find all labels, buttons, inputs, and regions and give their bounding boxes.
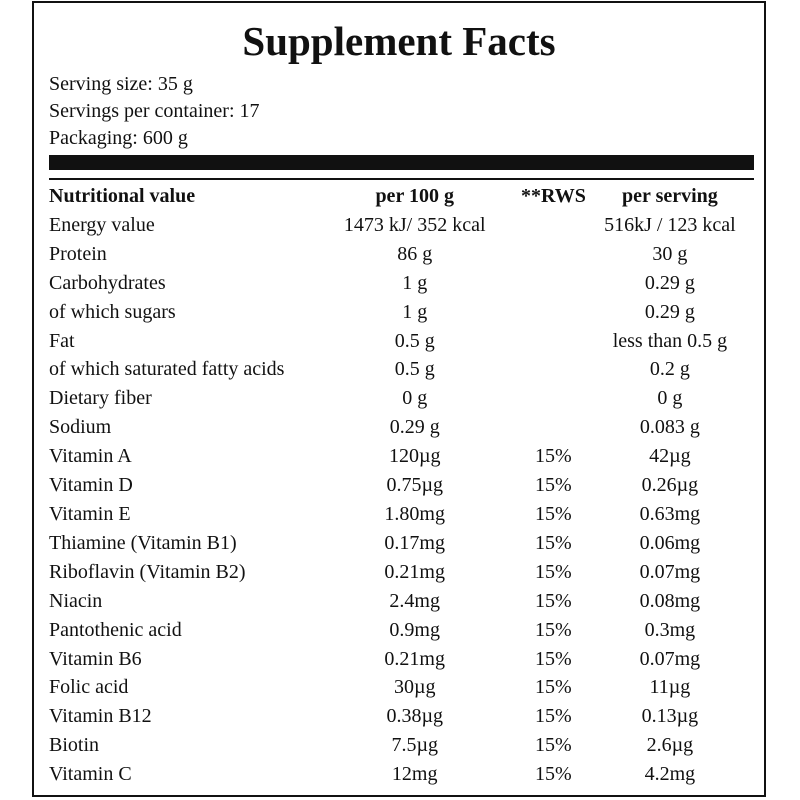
nutrient-name: Niacin (49, 589, 103, 612)
nutrient-name: Folic acid (49, 676, 129, 699)
value-per-serving: 0.3mg (644, 618, 696, 641)
table-row (49, 587, 754, 616)
value-per-100g: 1 g (402, 300, 428, 323)
table-row (49, 558, 754, 587)
nutrient-name: Carbohydrates (49, 271, 166, 294)
value-per-serving: 2.6µg (646, 734, 694, 757)
value-rws (521, 413, 586, 442)
value-per-serving: 4.2mg (644, 763, 696, 786)
value-per-100g: 0.5 g (394, 358, 435, 381)
value-per-serving: 0.29 g (644, 271, 695, 294)
supplement-facts-panel (32, 1, 766, 797)
table-row (49, 442, 754, 471)
value-rws (521, 355, 586, 384)
table-row (49, 702, 754, 731)
table-row (49, 413, 754, 442)
table-row (49, 616, 754, 645)
packaging: Packaging: 600 g (49, 127, 188, 149)
nutrient-name: Dietary fiber (49, 387, 152, 410)
nutrient-name: Vitamin B6 (49, 647, 142, 670)
value-rws (521, 240, 586, 269)
table-row (49, 500, 754, 529)
value-per-serving: 0.2 g (649, 358, 690, 381)
value-rws: 15% (535, 474, 572, 497)
nutrient-name: Vitamin B12 (49, 705, 152, 728)
serving-size: Serving size: 35 g (49, 73, 193, 95)
value-per-serving: 0.63mg (639, 502, 701, 525)
nutrient-name: Energy value (49, 213, 155, 236)
value-per-serving: 0.13µg (641, 705, 699, 728)
value-per-100g: 1 g (402, 271, 428, 294)
panel-title: Supplement Facts (242, 18, 556, 64)
table-row (49, 384, 754, 413)
header-per-serving: per serving (622, 185, 718, 207)
table-row (49, 240, 754, 269)
nutrient-name: Thiamine (Vitamin B1) (49, 531, 237, 554)
value-per-serving: 0.07mg (639, 647, 701, 670)
table-row (49, 471, 754, 500)
value-rws (521, 384, 586, 413)
value-per-serving: less than 0.5 g (612, 329, 728, 352)
value-per-100g: 1473 kJ/ 352 kcal (343, 213, 486, 236)
nutrient-name: of which sugars (49, 300, 176, 323)
nutrient-name: Sodium (49, 416, 112, 439)
table-row (49, 355, 754, 384)
table-header-row (49, 182, 754, 211)
value-per-100g: 0.9mg (389, 618, 440, 641)
nutrient-name: Riboflavin (Vitamin B2) (49, 560, 246, 583)
table-row (49, 645, 754, 674)
value-rws: 15% (535, 502, 572, 525)
value-per-100g: 0.5 g (394, 329, 435, 352)
value-rws: 15% (535, 589, 572, 612)
value-per-serving: 0.07mg (639, 560, 701, 583)
value-per-100g: 7.5µg (391, 734, 438, 757)
table-row (49, 529, 754, 558)
table-row (49, 298, 754, 327)
table-row (49, 760, 754, 789)
value-rws: 15% (535, 734, 572, 757)
value-per-100g: 30µg (393, 676, 436, 699)
table-row (49, 211, 754, 240)
value-per-serving: 42µg (649, 445, 691, 468)
thin-divider (49, 178, 754, 180)
header-per-100g: per 100 g (375, 185, 454, 207)
nutrient-name: Pantothenic acid (49, 618, 182, 641)
nutrient-name: Vitamin C (49, 763, 132, 786)
value-rws (521, 211, 586, 240)
table-row (49, 269, 754, 298)
value-per-100g: 0.21mg (384, 647, 445, 670)
value-per-serving: 0.26µg (641, 474, 699, 497)
value-per-100g: 86 g (397, 242, 433, 265)
header-rws: **RWS (520, 185, 586, 207)
value-rws (521, 327, 586, 356)
value-per-100g: 2.4mg (389, 589, 440, 612)
value-rws: 15% (535, 676, 572, 699)
value-per-100g: 0.21mg (384, 560, 445, 583)
value-rws: 15% (535, 763, 572, 786)
value-per-100g: 12mg (391, 763, 438, 786)
value-per-100g: 0 g (402, 387, 428, 410)
value-per-100g: 0.29 g (389, 416, 440, 439)
value-rws: 15% (535, 705, 572, 728)
value-per-serving: 0 g (657, 387, 683, 410)
table-body (49, 211, 754, 789)
table-row (49, 731, 754, 760)
value-rws: 15% (535, 647, 572, 670)
nutrient-name: Protein (49, 242, 107, 265)
table-row (49, 673, 754, 702)
table-row (49, 327, 754, 356)
value-per-100g: 0.75µg (386, 474, 443, 497)
value-per-serving: 30 g (652, 242, 688, 265)
nutrient-name: of which saturated fatty acids (49, 358, 285, 381)
value-per-100g: 0.38µg (386, 705, 443, 728)
value-per-serving: 0.08mg (639, 589, 701, 612)
value-rws: 15% (535, 618, 572, 641)
nutrient-name: Vitamin D (49, 474, 133, 497)
value-per-100g: 1.80mg (384, 502, 445, 525)
value-per-100g: 120µg (388, 445, 441, 468)
value-rws: 15% (535, 445, 572, 468)
value-per-serving: 516kJ / 123 kcal (604, 213, 736, 236)
value-rws (521, 269, 586, 298)
value-per-serving: 0.06mg (639, 531, 701, 554)
value-per-100g: 0.17mg (384, 531, 445, 554)
servings-per-container: Servings per container: 17 (49, 100, 260, 122)
nutrient-name: Vitamin E (49, 502, 131, 525)
thick-divider (49, 155, 754, 170)
nutrient-name: Fat (49, 329, 75, 352)
nutrition-table (49, 182, 754, 789)
value-per-serving: 0.083 g (639, 416, 700, 439)
value-rws (521, 298, 586, 327)
nutrient-name: Biotin (49, 734, 100, 757)
value-rws: 15% (535, 560, 572, 583)
value-rws: 15% (535, 531, 572, 554)
value-per-serving: 11µg (649, 676, 691, 699)
value-per-serving: 0.29 g (644, 300, 695, 323)
header-nutritional-value: Nutritional value (49, 185, 196, 207)
nutrient-name: Vitamin A (49, 445, 132, 468)
